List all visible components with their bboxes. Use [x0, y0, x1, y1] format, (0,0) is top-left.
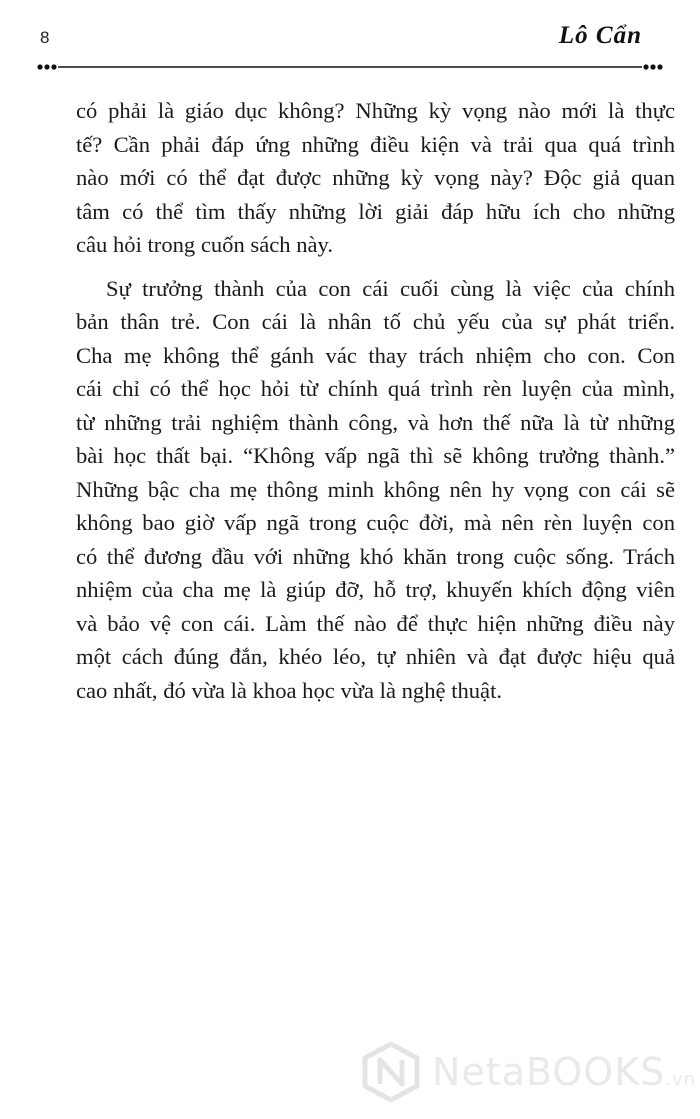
text-line: bản thân trẻ. Con cái là nhân tố chủ yếu của sự phát triển. [76, 309, 675, 334]
body-text [76, 94, 675, 707]
text-line: bài học thất bại. “Không vấp ngã thì sẽ không trưởng thành.” [76, 443, 675, 468]
watermark-suffix: .vn [665, 1069, 697, 1090]
text-line: từ những trải nghiệm thành công, và hơn thế nữa là từ những [76, 409, 675, 435]
text-line: nhiệm của cha mẹ là giúp đỡ, hỗ trợ, khuyến khích động viên [76, 577, 675, 602]
text-line: không bao giờ vấp ngã trong cuộc đời, mà nên rèn luyện con [76, 510, 675, 535]
text-line: một cách đúng đắn, khéo léo, tự nhiên và đạt được hiệu quả [76, 644, 675, 669]
text-line: cái chỉ có thể học hỏi từ chính quá trình rèn luyện của mình, [76, 376, 675, 401]
watermark-brand: NetaBOOKS [432, 1050, 666, 1094]
paragraph-2 [76, 272, 675, 708]
text-line: có thể đương đầu với những khó khăn trong cuộc sống. Trách [76, 543, 675, 569]
text-line: có phải là giáo dục không? Những kỳ vọng nào mới là thực [76, 98, 675, 123]
text-line: nào mới có thể đạt được những kỳ vọng này? Độc giả quan [76, 165, 675, 190]
text-line: câu hỏi trong cuốn sách này. [76, 232, 334, 257]
text-line: Sự trưởng thành của con cái cuối cùng là việc của chính [106, 275, 675, 301]
text-line: tâm có thể tìm thấy những lời giải đáp hữu ích cho những [76, 198, 675, 224]
netabooks-logo-icon [362, 1042, 420, 1102]
text-line: Những bậc cha mẹ thông minh không nên hy vọng con cái sẽ [76, 476, 675, 502]
text-line: Cha mẹ không thể gánh vác thay trách nhiệm cho con. Con [76, 342, 675, 368]
text-line: tế? Cần phải đáp ứng những điều kiện và trải qua quá trình [76, 131, 675, 157]
running-head: Lô Cẩn [558, 22, 642, 49]
header-ornamental-rule [36, 62, 664, 72]
text-line: cao nhất, đó vừa là khoa học vừa là nghệ thuật. [76, 677, 503, 703]
text-line: và bảo vệ con cái. Làm thế nào để thực hiện những điều này [76, 610, 675, 636]
page-number: 8 [40, 28, 50, 47]
watermark-text [432, 1050, 696, 1094]
paragraph-1 [76, 94, 675, 262]
watermark [362, 1036, 697, 1106]
